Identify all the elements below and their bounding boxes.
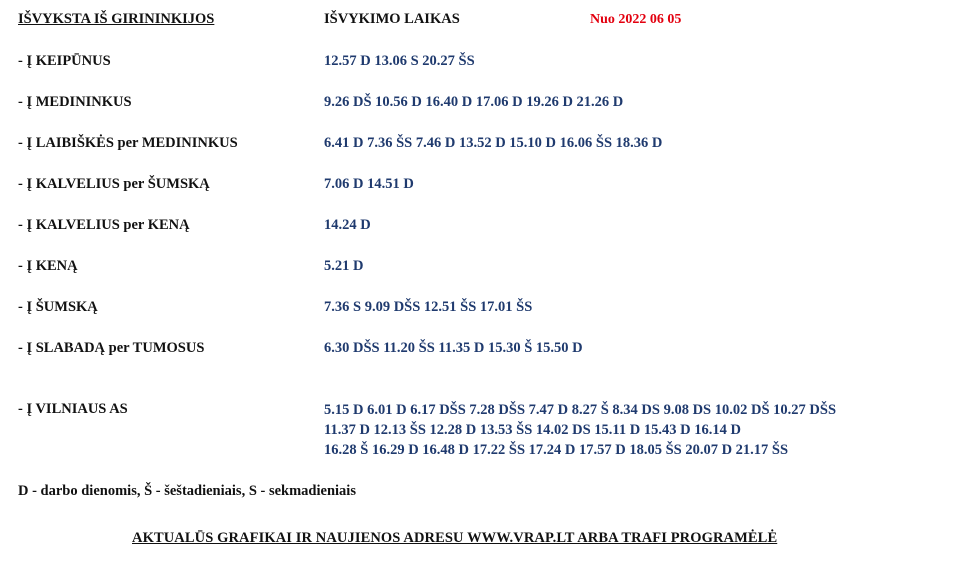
route-destination: - Į ŠUMSKĄ (18, 299, 98, 315)
route-times-line: 11.37 D 12.13 ŠS 12.28 D 13.53 ŠS 14.02 DS 15.11 D 15.43 D 16.14 D (324, 422, 741, 438)
route-destination: - Į KALVELIUS per KENĄ (18, 217, 190, 233)
valid-from-date: Nuo 2022 06 05 (590, 12, 682, 27)
departure-time-title: IŠVYKIMO LAIKAS (324, 11, 460, 27)
route-destination: - Į LAIBIŠKĖS per MEDININKUS (18, 135, 238, 151)
route-destination: - Į SLABADĄ per TUMOSUS (18, 340, 205, 356)
route-times: 12.57 D 13.06 S 20.27 ŠS (324, 53, 475, 69)
route-times-multiline (324, 400, 836, 460)
route-times: 7.36 S 9.09 DŠS 12.51 ŠS 17.01 ŠS (324, 299, 533, 315)
route-times: 14.24 D (324, 217, 371, 233)
route-times: 6.41 D 7.36 ŠS 7.46 D 13.52 D 15.10 D 16.06 ŠS 18.36 D (324, 135, 663, 151)
departure-title: IŠVYKSTA IŠ GIRININKIJOS (18, 11, 215, 27)
route-times: 7.06 D 14.51 D (324, 176, 414, 192)
route-times-line: 5.15 D 6.01 D 6.17 DŠS 7.28 DŠS 7.47 D 8.27 Š 8.34 DS 9.08 DS 10.02 DŠ 10.27 DŠS (324, 402, 837, 418)
route-times: 6.30 DŠS 11.20 ŠS 11.35 D 15.30 Š 15.50 D (324, 340, 583, 356)
route-destination: - Į KALVELIUS per ŠUMSKĄ (18, 176, 210, 192)
route-times: 9.26 DŠ 10.56 D 16.40 D 17.06 D 19.26 D 21.26 D (324, 94, 624, 110)
footer-notice: AKTUALŪS GRAFIKAI IR NAUJIENOS ADRESU WWW.VRAP.LT ARBA TRAFI PROGRAMĖLĖ (132, 530, 778, 546)
route-destination: - Į MEDININKUS (18, 94, 132, 110)
route-destination: - Į KENĄ (18, 258, 78, 274)
route-times: 5.21 D (324, 258, 364, 274)
route-times-line: 16.28 Š 16.29 D 16.48 D 17.22 ŠS 17.24 D 17.57 D 18.05 ŠS 20.07 D 21.17 ŠS (324, 442, 789, 458)
route-destination: - Į KEIPŪNUS (18, 53, 111, 69)
route-destination: - Į VILNIAUS AS (18, 401, 128, 417)
legend-text: D - darbo dienomis, Š - šeštadieniais, S - sekmadieniais (18, 483, 356, 499)
